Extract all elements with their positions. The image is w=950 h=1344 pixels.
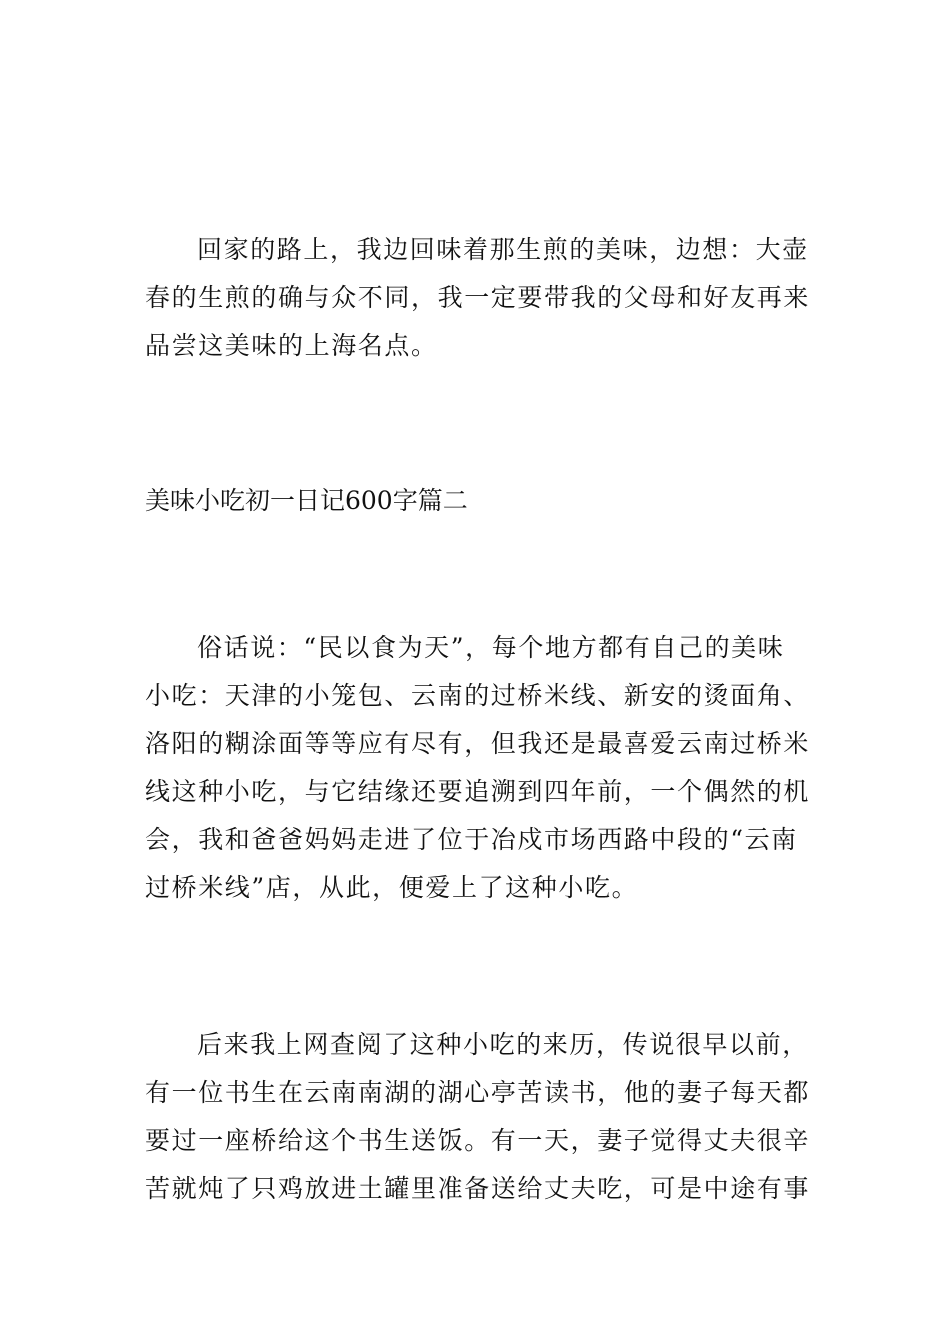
paragraph-1-line-3: 品尝这美味的上海名点。 [145, 331, 438, 360]
paragraph-2-line-2: 小吃：天津的小笼包、云南的过桥米线、新安的烫面角、 [145, 681, 811, 710]
paragraph-2-line-6: 过桥米线”店，从此，便爱上了这种小吃。 [145, 873, 639, 902]
paragraph-3-line-3: 要过一座桥给这个书生送饭。有一天，妻子觉得丈夫很辛 [145, 1126, 811, 1155]
paragraph-2-line-4: 线这种小吃，与它结缘还要追溯到四年前，一个偶然的机 [145, 777, 811, 806]
paragraph-3 [145, 1021, 811, 1213]
paragraph-1-line-2: 春的生煎的确与众不同，我一定要带我的父母和好友再来 [145, 283, 811, 312]
paragraph-3-line-2: 有一位书生在云南南湖的湖心亭苦读书，他的妻子每天都 [145, 1078, 811, 1107]
section-heading: 美味小吃初一日记600字篇二 [145, 486, 468, 515]
paragraph-2-line-3: 洛阳的糊涂面等等应有尽有，但我还是最喜爱云南过桥米 [145, 729, 811, 758]
paragraph-2 [145, 624, 811, 912]
paragraph-3-line-4: 苦就炖了只鸡放进土罐里准备送给丈夫吃，可是中途有事 [145, 1174, 811, 1203]
paragraph-2-line-1: 俗话说：“民以食为天”，每个地方都有自己的美味 [197, 633, 785, 662]
paragraph-2-line-5: 会，我和爸爸妈妈走进了位于冶戍市场西路中段的“云南 [145, 825, 798, 854]
paragraph-1 [145, 226, 811, 370]
paragraph-3-line-1: 后来我上网查阅了这种小吃的来历，传说很早以前， [197, 1030, 809, 1059]
paragraph-1-line-1: 回家的路上，我边回味着那生煎的美味，边想：大壶 [197, 235, 809, 264]
